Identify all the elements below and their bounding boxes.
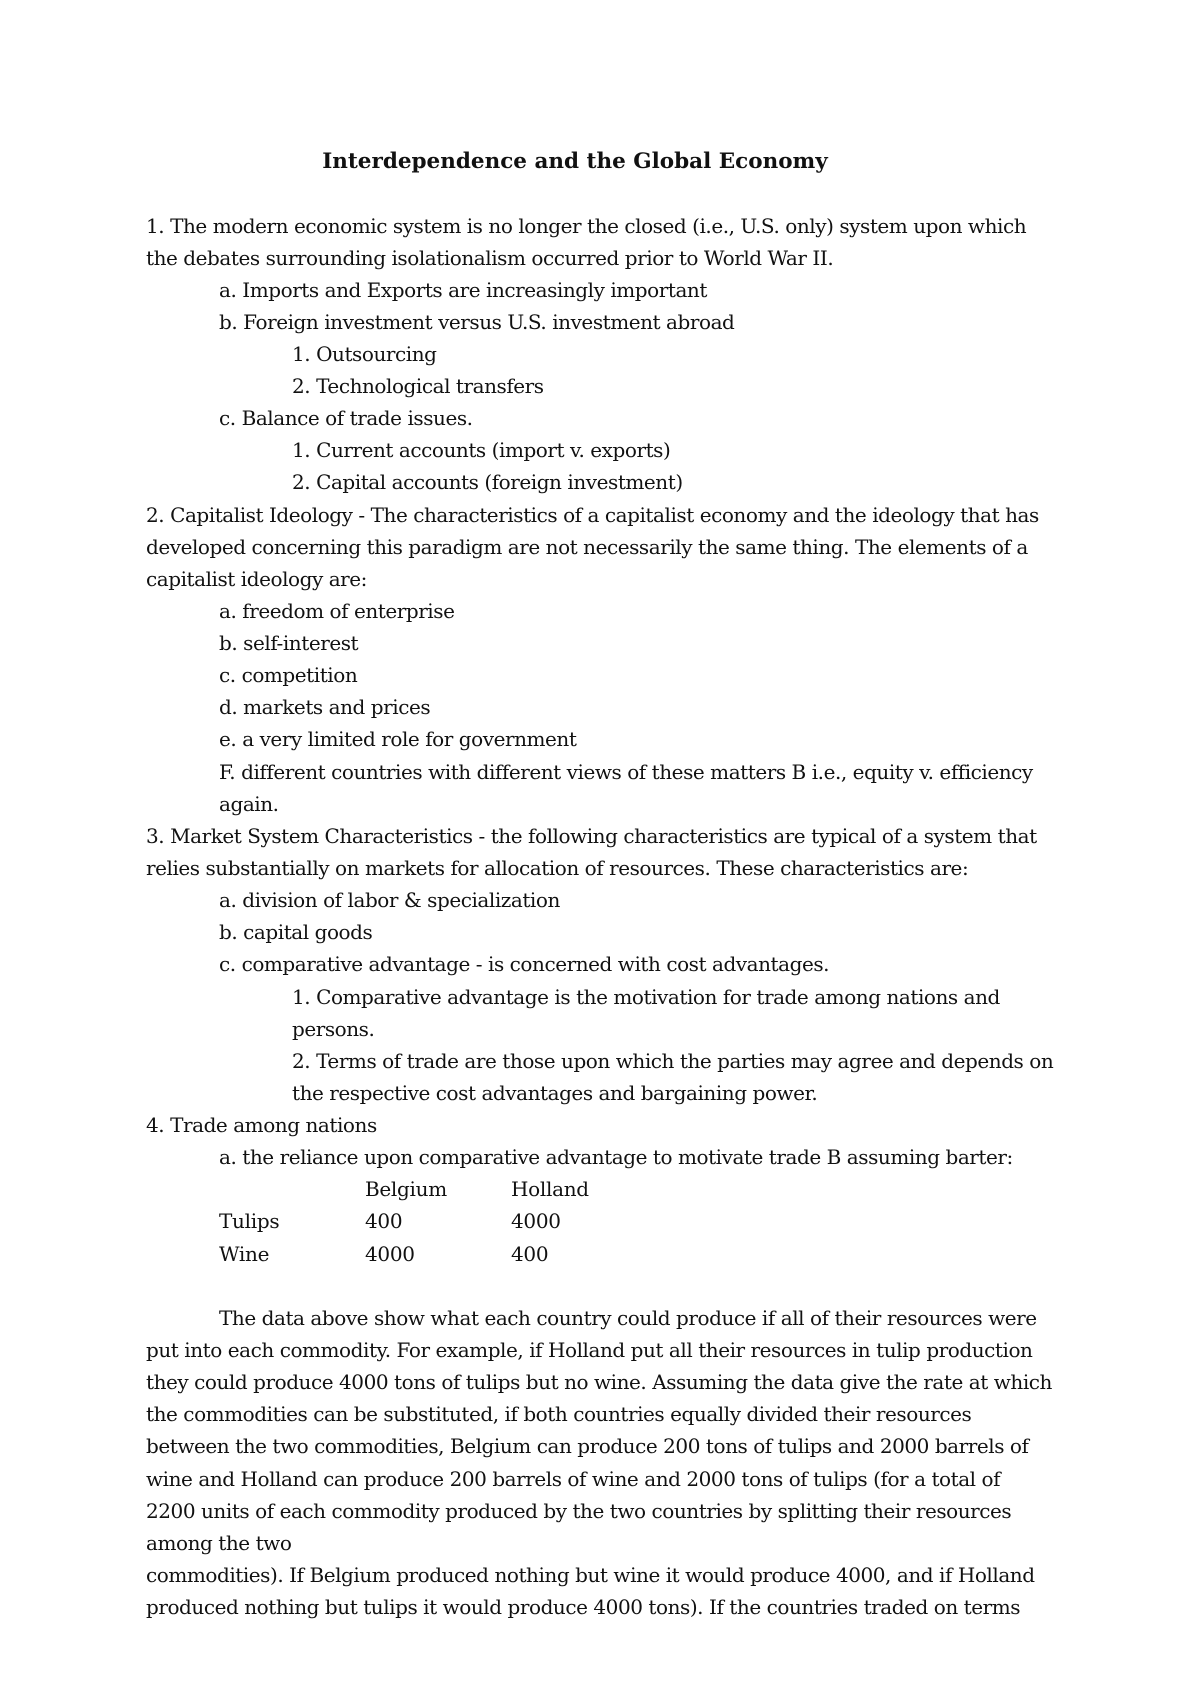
text-line: c. competition (219, 663, 358, 687)
text-line: capitalist ideology are: (146, 567, 367, 591)
paragraph-line: the commodities can be substituted, if both countries equally divided their resources (146, 1402, 972, 1426)
paragraph-line: they could produce 4000 tons of tulips but no wine. Assuming the data give the rate at which (146, 1370, 1052, 1394)
paragraph-line: between the two commodities, Belgium can produce 200 tons of tulips and 2000 barrels of (146, 1434, 1029, 1458)
text-line: b. capital goods (219, 920, 373, 944)
text-line: the respective cost advantages and bargaining power. (292, 1081, 818, 1105)
text-line: a. Imports and Exports are increasingly important (219, 278, 707, 302)
page-title: Interdependence and the Global Economy (322, 149, 828, 174)
table-row-label: Tulips (219, 1209, 280, 1233)
text-line: c. comparative advantage - is concerned with cost advantages. (219, 952, 830, 976)
paragraph-line: wine and Holland can produce 200 barrels of wine and 2000 tons of tulips (for a total of (146, 1467, 1001, 1491)
paragraph-line: among the two (146, 1531, 292, 1555)
text-line: 2. Technological transfers (292, 374, 544, 398)
text-line: the debates surrounding isolationalism occurred prior to World War II. (146, 246, 834, 270)
text-line: 2. Capitalist Ideology - The characteristics of a capitalist economy and the ideology that has (146, 503, 1039, 527)
text-line: 1. Current accounts (import v. exports) (292, 438, 671, 462)
table-row-label: Wine (219, 1242, 270, 1266)
table-cell: 400 (511, 1242, 549, 1266)
text-line: c. Balance of trade issues. (219, 406, 473, 430)
table-cell: 4000 (511, 1209, 561, 1233)
text-line: e. a very limited role for government (219, 727, 577, 751)
text-line: a. freedom of enterprise (219, 599, 455, 623)
text-line: d. markets and prices (219, 695, 431, 719)
paragraph-line: 2200 units of each commodity produced by the two countries by splitting their resources (146, 1499, 1012, 1523)
text-line: 4. Trade among nations (146, 1113, 377, 1137)
text-line: b. Foreign investment versus U.S. investment abroad (219, 310, 735, 334)
table-header: Holland (511, 1177, 589, 1201)
text-line: F. different countries with different views of these matters B i.e., equity v. efficiency (219, 760, 1033, 784)
text-line: 3. Market System Characteristics - the following characteristics are typical of a system that (146, 824, 1037, 848)
text-line: relies substantially on markets for allocation of resources. These characteristics are: (146, 856, 969, 880)
text-line: b. self-interest (219, 631, 359, 655)
text-line: 1. Comparative advantage is the motivation for trade among nations and (292, 985, 1000, 1009)
table-cell: 4000 (365, 1242, 415, 1266)
text-line: 1. The modern economic system is no longer the closed (i.e., U.S. only) system upon which (146, 214, 1027, 238)
paragraph-line: commodities). If Belgium produced nothing but wine it would produce 4000, and if Holland (146, 1563, 1035, 1587)
table-header: Belgium (365, 1177, 447, 1201)
table-cell: 400 (365, 1209, 403, 1233)
text-line: persons. (292, 1017, 375, 1041)
paragraph-line: put into each commodity. For example, if Holland put all their resources in tulip production (146, 1338, 1033, 1362)
paragraph-line: The data above show what each country could produce if all of their resources were (219, 1306, 1037, 1330)
text-line: a. the reliance upon comparative advantage to motivate trade B assuming barter: (219, 1145, 1013, 1169)
text-line: again. (219, 792, 279, 816)
paragraph-line: produced nothing but tulips it would produce 4000 tons). If the countries traded on terms (146, 1595, 1021, 1619)
text-line: a. division of labor & specialization (219, 888, 560, 912)
text-line: 2. Capital accounts (foreign investment) (292, 470, 683, 494)
text-line: 1. Outsourcing (292, 342, 437, 366)
text-line: 2. Terms of trade are those upon which the parties may agree and depends on (292, 1049, 1054, 1073)
text-line: developed concerning this paradigm are not necessarily the same thing. The elements of a (146, 535, 1028, 559)
